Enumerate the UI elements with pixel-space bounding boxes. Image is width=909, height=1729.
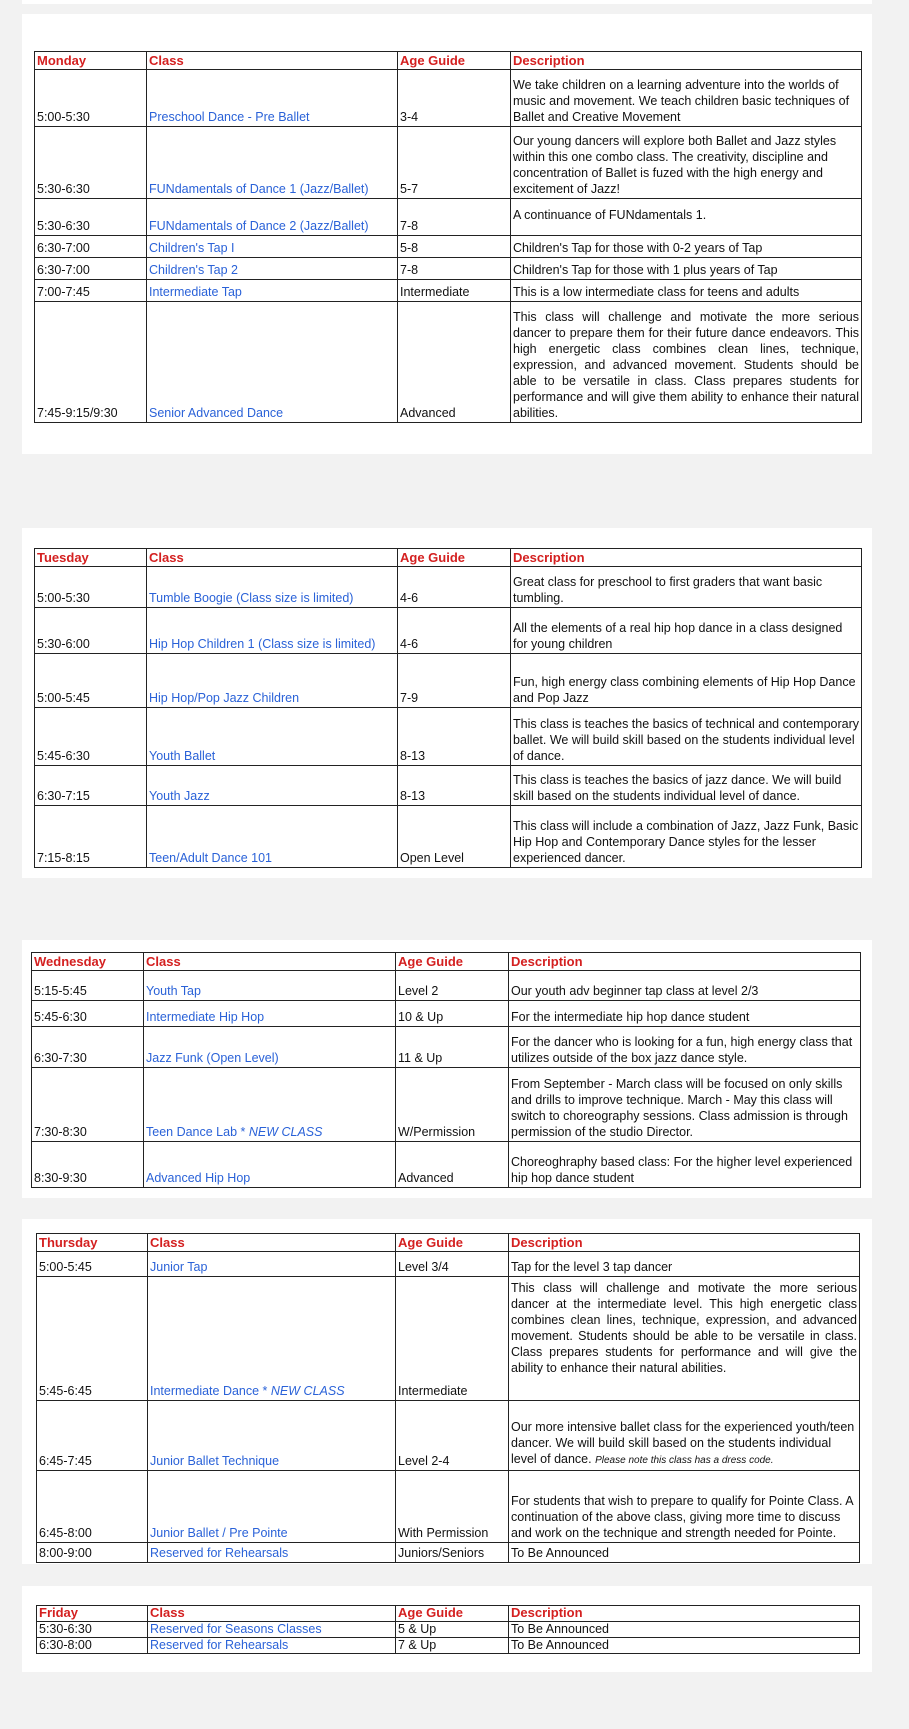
class-cell: Hip Hop Children 1 (Class size is limited) xyxy=(147,608,398,654)
class-name: Teen Dance Lab * xyxy=(146,1125,249,1139)
age-cell: Open Level xyxy=(398,806,511,868)
age-cell: 8-13 xyxy=(398,766,511,806)
time-cell: 6:30-8:00 xyxy=(37,1638,148,1654)
age-cell: 5-8 xyxy=(398,236,511,258)
table-row xyxy=(32,1027,861,1068)
thursday-table xyxy=(36,1233,860,1563)
table-row xyxy=(37,1543,860,1563)
description-cell: Tap for the level 3 tap dancer xyxy=(509,1252,860,1277)
table-row xyxy=(35,280,862,302)
description-header: Description xyxy=(509,1234,860,1252)
time-cell: 5:45-6:30 xyxy=(32,1001,144,1027)
age-cell: With Permission xyxy=(396,1471,509,1543)
description-text: Our more intensive ballet class for the experienced youth/teen dancer. We will build skill based on the students individual level of dance. xyxy=(511,1420,855,1466)
description-header: Description xyxy=(509,1606,860,1622)
class-header: Class xyxy=(148,1606,396,1622)
tuesday-panel xyxy=(22,528,872,878)
class-name: Intermediate Dance * xyxy=(150,1384,271,1398)
table-row xyxy=(35,608,862,654)
age-cell: Advanced xyxy=(398,302,511,423)
class-cell: Reserved for Seasons Classes xyxy=(148,1622,396,1638)
age-cell: 7-9 xyxy=(398,654,511,708)
description-cell: Choreoghraphy based class: For the higher level experienced hip hop dance student xyxy=(509,1142,861,1188)
description-cell xyxy=(509,1401,860,1471)
table-row xyxy=(37,1401,860,1471)
day-header: Friday xyxy=(37,1606,148,1622)
description-cell: To Be Announced xyxy=(509,1622,860,1638)
time-cell: 5:45-6:45 xyxy=(37,1277,148,1401)
new-class-tag: NEW CLASS xyxy=(270,1384,345,1398)
class-cell: Children's Tap 2 xyxy=(147,258,398,280)
age-cell: Advanced xyxy=(396,1142,509,1188)
class-cell: Junior Ballet / Pre Pointe xyxy=(148,1471,396,1543)
description-cell: This class will challenge and motivate the more serious dancer at the intermediate level. This high energetic class combines clean lines, technique, expression, and advanced movement. Students should be able to be versatile in class. Class prepares students for performance and will give the ability to enhance their natural abilities. xyxy=(509,1277,860,1401)
age-cell: 7 & Up xyxy=(396,1638,509,1654)
description-cell: This class is teaches the basics of technical and contemporary ballet. We will build skill based on the students individual level of dance. xyxy=(511,708,862,766)
friday-table xyxy=(36,1605,860,1654)
dress-code-note: Please note this class has a dress code. xyxy=(595,1455,774,1466)
day-header: Wednesday xyxy=(32,953,144,971)
time-cell: 6:30-7:00 xyxy=(35,236,147,258)
day-header: Tuesday xyxy=(35,549,147,567)
table-row xyxy=(37,1252,860,1277)
age-cell: 8-13 xyxy=(398,708,511,766)
time-cell: 7:00-7:45 xyxy=(35,280,147,302)
class-cell: Youth Jazz xyxy=(147,766,398,806)
description-header: Description xyxy=(509,953,861,971)
class-cell: Advanced Hip Hop xyxy=(144,1142,396,1188)
time-cell: 6:45-7:45 xyxy=(37,1401,148,1471)
class-cell xyxy=(144,1068,396,1142)
description-cell: This class will challenge and motivate the more serious dancer to prepare them for their future dance endeavors. This high energetic class combines clean lines, technique, expression, and advanced movement. Students should be able to be versatile in class. Class prepares students for performance and will give them ability to enhance their natural abilities. xyxy=(511,302,862,423)
time-cell: 5:45-6:30 xyxy=(35,708,147,766)
description-header: Description xyxy=(511,52,862,70)
age-cell: 4-6 xyxy=(398,567,511,608)
day-header: Monday xyxy=(35,52,147,70)
class-cell: Preschool Dance - Pre Ballet xyxy=(147,70,398,127)
description-cell: From September - March class will be focused on only skills and drills to improve technique. March - May this class will switch to choreography sessions. Class admission is through permission of the studio Director. xyxy=(509,1068,861,1142)
table-header xyxy=(35,52,862,70)
age-cell: 4-6 xyxy=(398,608,511,654)
table-row xyxy=(32,1142,861,1188)
time-cell: 5:00-5:30 xyxy=(35,70,147,127)
table-row xyxy=(35,766,862,806)
table-row xyxy=(35,708,862,766)
description-cell: Our youth adv beginner tap class at level 2/3 xyxy=(509,971,861,1001)
wednesday-table xyxy=(31,952,861,1188)
age-cell: 3-4 xyxy=(398,70,511,127)
table-row xyxy=(35,302,862,423)
age-cell: 5-7 xyxy=(398,127,511,199)
description-cell: Great class for preschool to first graders that want basic tumbling. xyxy=(511,567,862,608)
time-cell: 5:00-5:30 xyxy=(35,567,147,608)
class-cell: FUNdamentals of Dance 1 (Jazz/Ballet) xyxy=(147,127,398,199)
class-cell: Tumble Boogie (Class size is limited) xyxy=(147,567,398,608)
class-header: Class xyxy=(148,1234,396,1252)
table-row xyxy=(35,236,862,258)
class-cell: Teen/Adult Dance 101 xyxy=(147,806,398,868)
class-header: Class xyxy=(147,52,398,70)
age-guide-header: Age Guide xyxy=(396,1234,509,1252)
table-row xyxy=(35,654,862,708)
table-row xyxy=(35,199,862,236)
class-cell: Junior Ballet Technique xyxy=(148,1401,396,1471)
time-cell: 5:30-6:00 xyxy=(35,608,147,654)
table-header xyxy=(32,953,861,971)
age-cell: Intermediate xyxy=(398,280,511,302)
description-header: Description xyxy=(511,549,862,567)
class-cell: Junior Tap xyxy=(148,1252,396,1277)
age-guide-header: Age Guide xyxy=(398,52,511,70)
table-row xyxy=(35,70,862,127)
time-cell: 5:30-6:30 xyxy=(35,199,147,236)
age-cell: Juniors/Seniors xyxy=(396,1543,509,1563)
age-cell: 5 & Up xyxy=(396,1622,509,1638)
time-cell: 7:45-9:15/9:30 xyxy=(35,302,147,423)
age-cell: W/Permission xyxy=(396,1068,509,1142)
description-cell: Fun, high energy class combining elements of Hip Hop Dance and Pop Jazz xyxy=(511,654,862,708)
class-cell: Senior Advanced Dance xyxy=(147,302,398,423)
top-strip xyxy=(22,0,872,4)
class-cell: Youth Ballet xyxy=(147,708,398,766)
age-cell: 7-8 xyxy=(398,199,511,236)
description-cell: Children's Tap for those with 1 plus years of Tap xyxy=(511,258,862,280)
time-cell: 5:30-6:30 xyxy=(35,127,147,199)
description-cell: All the elements of a real hip hop dance in a class designed for young children xyxy=(511,608,862,654)
time-cell: 5:30-6:30 xyxy=(37,1622,148,1638)
time-cell: 5:00-5:45 xyxy=(37,1252,148,1277)
age-cell: Intermediate xyxy=(396,1277,509,1401)
tuesday-table xyxy=(34,548,862,868)
description-cell: We take children on a learning adventure into the worlds of music and movement. We teach children basic techniques of Ballet and Creative Movement xyxy=(511,70,862,127)
description-cell: To Be Announced xyxy=(509,1638,860,1654)
table-row xyxy=(32,1068,861,1142)
table-row xyxy=(35,806,862,868)
table-row xyxy=(37,1277,860,1401)
description-cell: For students that wish to prepare to qualify for Pointe Class. A continuation of the above class, giving more time to discuss and work on the technique and strength needed for Pointe. xyxy=(509,1471,860,1543)
table-header xyxy=(37,1234,860,1252)
time-cell: 6:30-7:30 xyxy=(32,1027,144,1068)
class-cell: Reserved for Rehearsals xyxy=(148,1543,396,1563)
class-header: Class xyxy=(147,549,398,567)
description-cell: Children's Tap for those with 0-2 years of Tap xyxy=(511,236,862,258)
time-cell: 6:45-8:00 xyxy=(37,1471,148,1543)
table-row xyxy=(35,258,862,280)
table-header xyxy=(35,549,862,567)
class-cell: FUNdamentals of Dance 2 (Jazz/Ballet) xyxy=(147,199,398,236)
time-cell: 5:00-5:45 xyxy=(35,654,147,708)
class-cell: Intermediate Hip Hop xyxy=(144,1001,396,1027)
age-guide-header: Age Guide xyxy=(396,1606,509,1622)
friday-panel xyxy=(22,1586,872,1672)
table-row xyxy=(32,1001,861,1027)
description-cell: This class is teaches the basics of jazz dance. We will build skill based on the students individual level of dance. xyxy=(511,766,862,806)
monday-panel xyxy=(22,14,872,454)
age-cell: Level 2-4 xyxy=(396,1401,509,1471)
table-row xyxy=(35,127,862,199)
day-header: Thursday xyxy=(37,1234,148,1252)
age-guide-header: Age Guide xyxy=(398,549,511,567)
table-row xyxy=(37,1471,860,1543)
class-cell: Children's Tap I xyxy=(147,236,398,258)
description-cell: This class will include a combination of Jazz, Jazz Funk, Basic Hip Hop and Contemporary Dance styles for the lesser experienced dancer. xyxy=(511,806,862,868)
time-cell: 7:15-8:15 xyxy=(35,806,147,868)
class-cell: Intermediate Tap xyxy=(147,280,398,302)
class-cell: Youth Tap xyxy=(144,971,396,1001)
class-header: Class xyxy=(144,953,396,971)
description-cell: Our young dancers will explore both Ballet and Jazz styles within this one combo class. The creativity, discipline and concentration of Ballet is fuzed with the high energy and excitement of Jazz! xyxy=(511,127,862,199)
description-cell: For the dancer who is looking for a fun, high energy class that utilizes outside of the box jazz dance style. xyxy=(509,1027,861,1068)
table-row xyxy=(37,1622,860,1638)
wednesday-panel xyxy=(22,940,872,1198)
class-cell: Jazz Funk (Open Level) xyxy=(144,1027,396,1068)
age-cell: 10 & Up xyxy=(396,1001,509,1027)
new-class-tag: NEW CLASS xyxy=(248,1125,323,1139)
table-row xyxy=(32,971,861,1001)
thursday-panel xyxy=(22,1219,872,1564)
monday-table xyxy=(34,51,862,423)
time-cell: 6:30-7:15 xyxy=(35,766,147,806)
class-cell xyxy=(148,1277,396,1401)
time-cell: 6:30-7:00 xyxy=(35,258,147,280)
class-cell: Reserved for Rehearsals xyxy=(148,1638,396,1654)
age-cell: Level 3/4 xyxy=(396,1252,509,1277)
age-cell: 11 & Up xyxy=(396,1027,509,1068)
description-cell: A continuance of FUNdamentals 1. xyxy=(511,199,862,236)
age-guide-header: Age Guide xyxy=(396,953,509,971)
time-cell: 7:30-8:30 xyxy=(32,1068,144,1142)
description-cell: This is a low intermediate class for teens and adults xyxy=(511,280,862,302)
time-cell: 5:15-5:45 xyxy=(32,971,144,1001)
time-cell: 8:30-9:30 xyxy=(32,1142,144,1188)
age-cell: Level 2 xyxy=(396,971,509,1001)
description-cell: To Be Announced xyxy=(509,1543,860,1563)
time-cell: 8:00-9:00 xyxy=(37,1543,148,1563)
table-row xyxy=(35,567,862,608)
class-cell: Hip Hop/Pop Jazz Children xyxy=(147,654,398,708)
age-cell: 7-8 xyxy=(398,258,511,280)
table-header xyxy=(37,1606,860,1622)
table-row xyxy=(37,1638,860,1654)
description-cell: For the intermediate hip hop dance student xyxy=(509,1001,861,1027)
